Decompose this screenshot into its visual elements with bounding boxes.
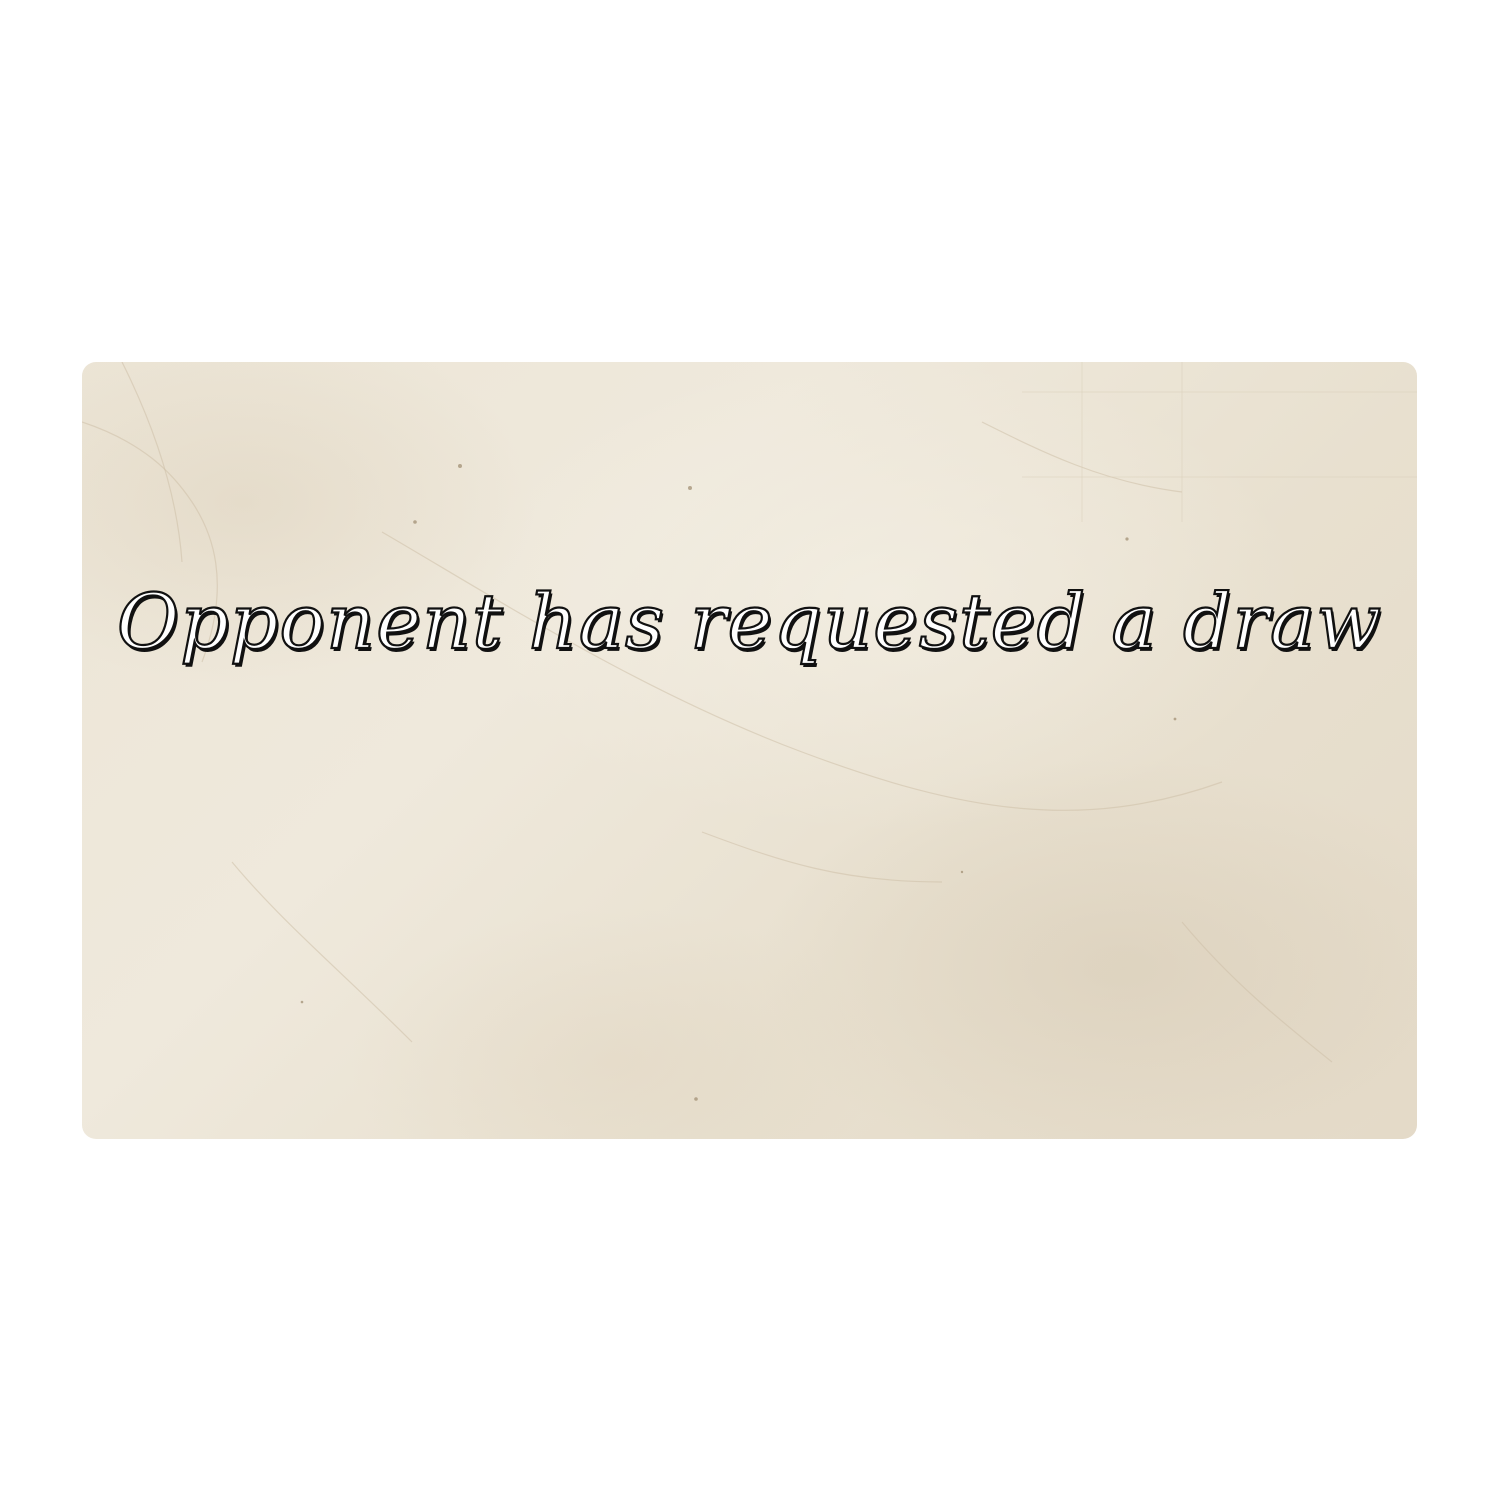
draw-request-dialog <box>82 362 1417 1139</box>
paper-texture <box>82 362 1417 1139</box>
draw-request-message: Opponent has requested a draw <box>116 577 1383 666</box>
